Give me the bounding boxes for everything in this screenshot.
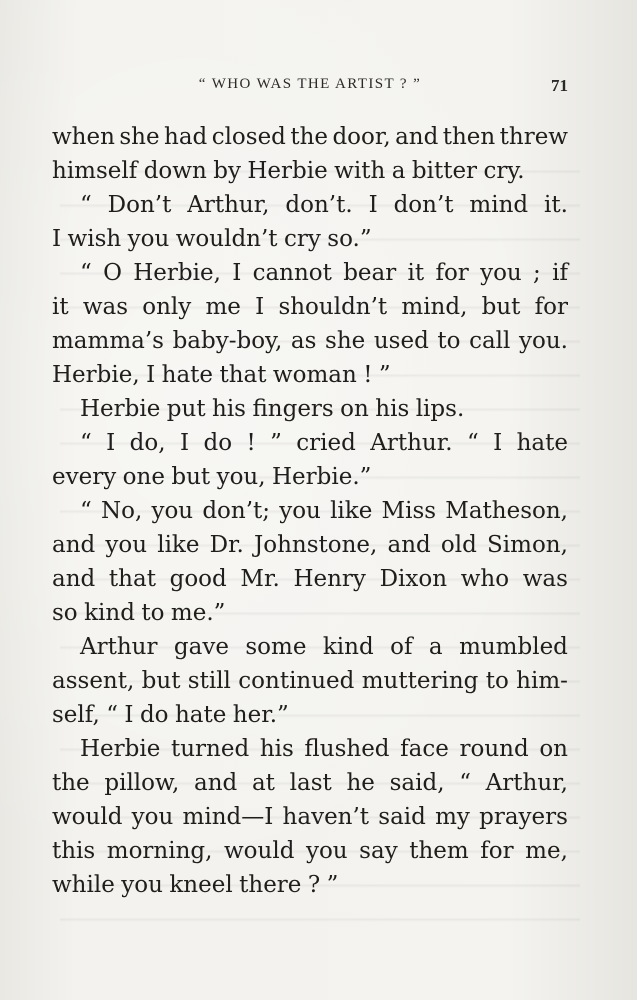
- text-line: and that good Mr. Henry Dixon who was: [52, 566, 568, 592]
- text-line: the pillow, and at last he said, “ Arthur,: [52, 770, 568, 796]
- text-line: himself down by Herbie with a bitter cry.: [52, 158, 525, 184]
- running-title: “ WHO WAS THE ARTIST ? ”: [198, 76, 422, 92]
- text-line: “ I do, I do ! ” cried Arthur. “ I hate: [80, 430, 568, 456]
- text-line: I wish you wouldn’t cry so.”: [52, 226, 372, 252]
- page-number: 71: [551, 76, 568, 95]
- text-line: Arthur gave some kind of a mumbled: [80, 634, 568, 660]
- text-line: every one but you, Herbie.”: [52, 464, 372, 490]
- running-head: [52, 76, 568, 100]
- text-line: “ No, you don’t; you like Miss Matheson,: [80, 498, 568, 524]
- body-text: [52, 120, 568, 902]
- text-line: this morning, would you say them for me,: [52, 838, 568, 864]
- text-line: “ O Herbie, I cannot bear it for you ; if: [80, 260, 568, 286]
- text-line: it was only me I shouldn’t mind, but for: [52, 294, 568, 320]
- text-line: would you mind—I haven’t said my prayers: [52, 804, 568, 830]
- text-line: assent, but still continued muttering to him-: [52, 668, 568, 694]
- text-line: “ Don’t Arthur, don’t. I don’t mind it.: [80, 192, 568, 218]
- text-line: Herbie put his fingers on his lips.: [80, 396, 465, 422]
- text-line: mamma’s baby-boy, as she used to call you.: [52, 328, 568, 354]
- text-line: so kind to me.”: [52, 600, 226, 626]
- text-line: Herbie turned his flushed face round on: [80, 736, 568, 762]
- text-line: while you kneel there ? ”: [52, 872, 339, 898]
- text-line: Herbie, I hate that woman ! ”: [52, 362, 391, 388]
- text-line: and you like Dr. Johnstone, and old Simon,: [52, 532, 568, 558]
- text-line: self, “ I do hate her.”: [52, 702, 289, 728]
- text-line: when she had closed the door, and then threw: [52, 124, 568, 150]
